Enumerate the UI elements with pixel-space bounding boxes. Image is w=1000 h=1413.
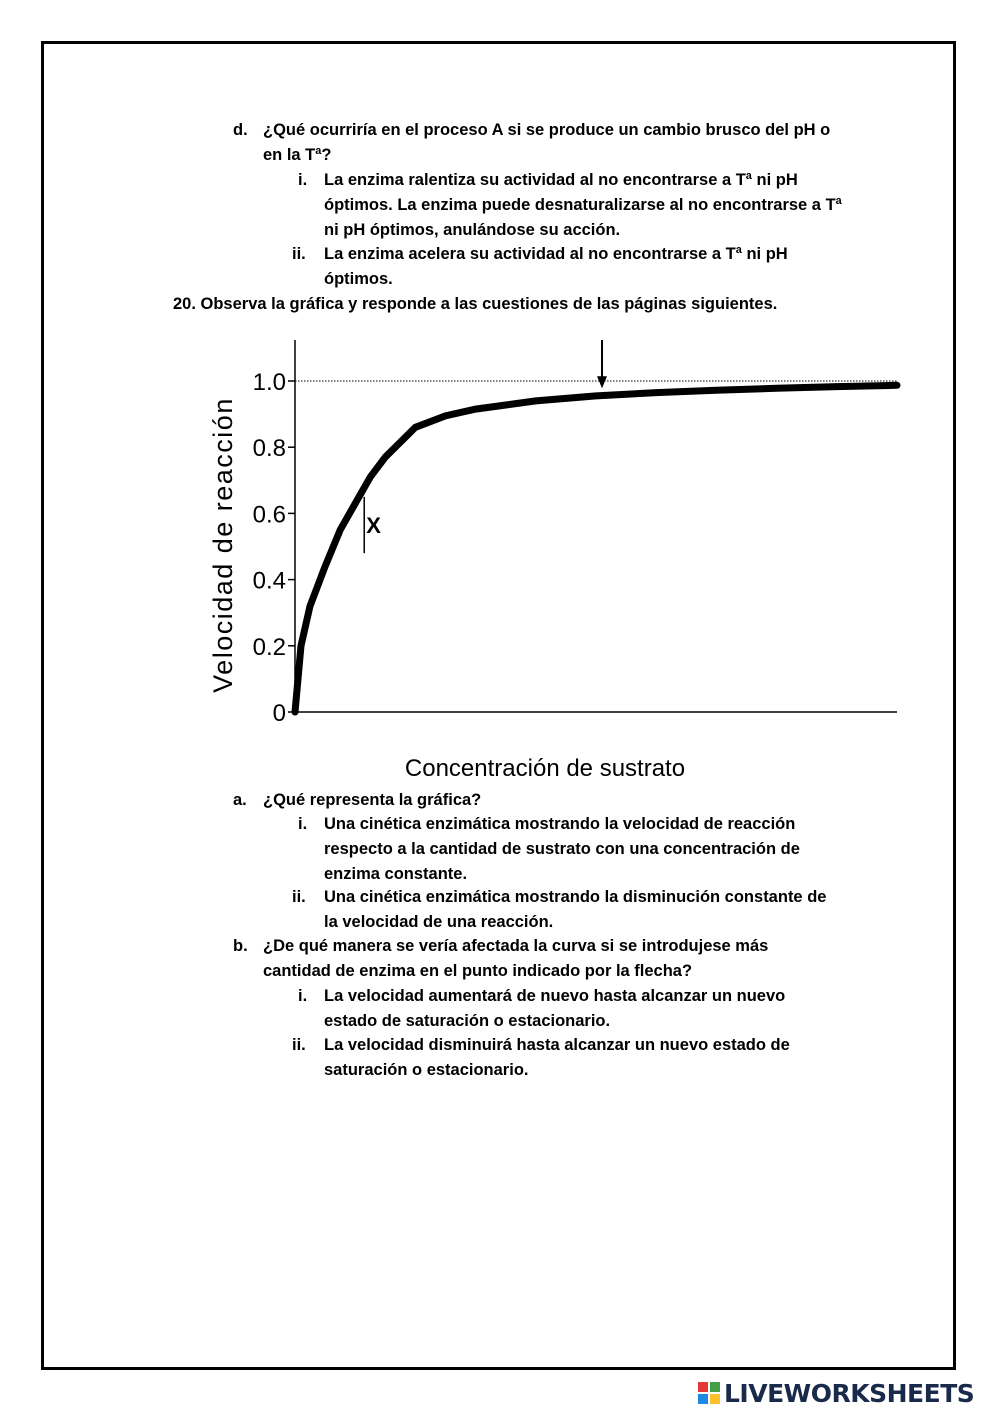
question-b-option-i[interactable] bbox=[298, 984, 838, 1034]
question-a-text: ¿Qué representa la gráfica? bbox=[263, 791, 482, 809]
question-20 bbox=[173, 292, 873, 317]
question-d-option-i[interactable] bbox=[298, 168, 858, 243]
y-tick-label: 0.6 bbox=[252, 501, 286, 529]
question-a-option-i[interactable] bbox=[298, 812, 838, 887]
option-label: ii. bbox=[292, 888, 306, 906]
question-d-option-ii[interactable] bbox=[292, 242, 858, 292]
y-tick-label: 0.2 bbox=[252, 633, 286, 661]
option-text: Una cinética enzimática mostrando la velocidad de reacción respecto a la cantidad de sustrato con una concentración de enzima constante. bbox=[324, 815, 800, 883]
option-label: i. bbox=[298, 815, 308, 833]
y-axis-title: Velocidad de reacción bbox=[208, 397, 238, 693]
watermark-text: LIVEWORKSHEETS bbox=[724, 1378, 975, 1408]
series-curve bbox=[295, 385, 897, 712]
option-label: i. bbox=[298, 171, 308, 189]
option-label: ii. bbox=[292, 1036, 306, 1054]
y-tick-label: 0.4 bbox=[252, 567, 286, 595]
question-20-text: 20. Observa la gráfica y responde a las cuestiones de las páginas siguientes. bbox=[173, 295, 778, 313]
question-b-option-ii[interactable] bbox=[292, 1033, 838, 1083]
question-d-label: d. bbox=[233, 121, 248, 139]
question-a-option-ii[interactable] bbox=[292, 885, 838, 935]
x-annotation-label: X bbox=[366, 512, 381, 538]
liveworksheets-logo-icon bbox=[698, 1382, 720, 1404]
option-text: Una cinética enzimática mostrando la disminución constante de la velocidad de una reacción. bbox=[324, 888, 827, 931]
y-ticks bbox=[253, 369, 295, 727]
question-a bbox=[233, 788, 853, 813]
arrow-head bbox=[597, 376, 607, 388]
question-b-text: ¿De qué manera se vería afectada la curva si se introdujese más cantidad de enzima en el punto indicado por la flecha? bbox=[263, 937, 769, 980]
y-tick-label: 0 bbox=[272, 700, 286, 727]
question-b-label: b. bbox=[233, 937, 248, 955]
option-text: La enzima acelera su actividad al no encontrarse a Tª ni pH óptimos. bbox=[324, 245, 788, 288]
reaction-velocity-chart bbox=[195, 330, 905, 785]
option-text: La velocidad aumentará de nuevo hasta alcanzar un nuevo estado de saturación o estacionario. bbox=[324, 987, 786, 1030]
question-d bbox=[233, 118, 853, 168]
question-a-label: a. bbox=[233, 791, 247, 809]
question-b bbox=[233, 934, 833, 984]
y-tick-label: 0.8 bbox=[252, 435, 286, 463]
option-label: i. bbox=[298, 987, 308, 1005]
x-axis-title: Concentración de sustrato bbox=[404, 755, 686, 782]
option-text: La enzima ralentiza su actividad al no encontrarse a Tª ni pH óptimos. La enzima puede desnaturalizarse al no encontrarse a Tª ni pH óptimos, anulándose su acción. bbox=[324, 171, 842, 239]
liveworksheets-watermark bbox=[698, 1378, 974, 1408]
option-text: La velocidad disminuirá hasta alcanzar un nuevo estado de saturación o estacionario. bbox=[324, 1036, 790, 1079]
y-tick-label: 1.0 bbox=[252, 369, 286, 396]
option-label: ii. bbox=[292, 245, 306, 263]
question-d-text: ¿Qué ocurriría en el proceso A si se produce un cambio brusco del pH o en la Tª? bbox=[263, 121, 831, 164]
